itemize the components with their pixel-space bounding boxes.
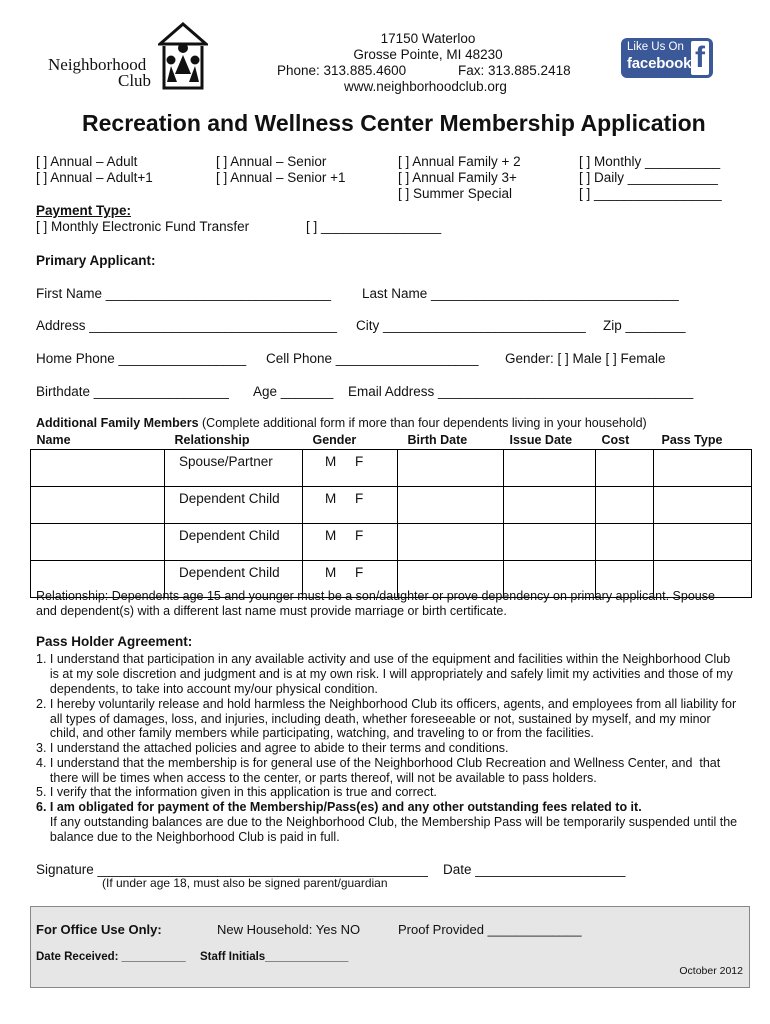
office-date-received: Date Received: __________ bbox=[36, 951, 186, 963]
gender-f[interactable]: F bbox=[355, 491, 364, 506]
signature-note: (If under age 18, must also be signed parent/guardian bbox=[102, 876, 388, 890]
first-name-field[interactable]: First Name ______________________________ bbox=[36, 286, 331, 301]
agreement-item6-line3: balance due to the Neighborhood Club is paid in full. bbox=[36, 830, 340, 844]
relationship-note-line1: Relationship: Dependents age 15 and younger must be a son/daughter or prove dependency on primary applicant. Spouse bbox=[36, 589, 715, 603]
table-row bbox=[31, 487, 752, 524]
agreement-line: 1. I understand that participation in any available activity and use of the equipment and facilities within the Neighborhood Club bbox=[36, 652, 731, 666]
facebook-icon: f bbox=[691, 41, 709, 75]
option-annual-family-3[interactable]: [ ] Annual Family 3+ bbox=[398, 170, 517, 185]
birth-date-cell[interactable] bbox=[398, 487, 504, 524]
gender-m[interactable]: M bbox=[325, 454, 337, 469]
option-summer-special[interactable]: [ ] Summer Special bbox=[398, 186, 513, 201]
gender-cell[interactable] bbox=[303, 450, 398, 487]
option-annual-senior[interactable]: [ ] Annual – Senior bbox=[216, 154, 327, 169]
logo-name: Neighborhood bbox=[48, 55, 147, 74]
birth-date-cell[interactable] bbox=[398, 524, 504, 561]
gender-cell[interactable] bbox=[303, 524, 398, 561]
cost-cell[interactable] bbox=[596, 450, 654, 487]
address-line1: 17150 Waterloo bbox=[380, 31, 476, 46]
payment-eft[interactable]: [ ] Monthly Electronic Fund Transfer bbox=[36, 219, 250, 234]
col-birth-date: Birth Date bbox=[407, 433, 468, 447]
gender-f[interactable]: F bbox=[355, 454, 364, 469]
agreement-heading: Pass Holder Agreement: bbox=[36, 634, 193, 649]
gender-f[interactable]: F bbox=[355, 528, 364, 543]
option-daily[interactable]: [ ] Daily ____________ bbox=[579, 170, 718, 185]
agreement-item6: 6. I am obligated for payment of the Membership/Pass(es) and any other outstanding fees related to it. bbox=[36, 800, 642, 814]
phone: Phone: 313.885.4600 bbox=[277, 63, 407, 78]
family-heading-note: (Complete additional form if more than four dependents living in your household) bbox=[198, 416, 647, 430]
neighborhood-club-logo-icon bbox=[158, 22, 208, 92]
agreement-line: 4. I understand that the membership is for general use of the Neighborhood Club Recreation and Wellness Center, and that bbox=[36, 756, 721, 770]
issue-date-cell[interactable] bbox=[504, 450, 596, 487]
pass-type-cell[interactable] bbox=[654, 487, 752, 524]
agreement-line: all types of damages, loss, and injuries, including death, whether foreseeable or not, sustained by myself, and my minor bbox=[36, 712, 711, 726]
family-heading-bold: Additional Family Members bbox=[36, 416, 199, 430]
option-annual-adult-plus1[interactable]: [ ] Annual – Adult+1 bbox=[36, 170, 153, 185]
office-staff-initials: Staff Initials_____________ bbox=[200, 951, 349, 963]
gender-f[interactable]: F bbox=[355, 565, 364, 580]
primary-heading: Primary Applicant: bbox=[36, 253, 156, 268]
relationship-cell: Dependent Child bbox=[165, 524, 303, 561]
home-phone-field[interactable]: Home Phone _________________ bbox=[36, 351, 247, 366]
fax: Fax: 313.885.2418 bbox=[458, 63, 571, 78]
gender-m[interactable]: M bbox=[325, 565, 337, 580]
name-cell[interactable] bbox=[31, 450, 165, 487]
col-name: Name bbox=[36, 433, 71, 447]
facebook-name: facebook bbox=[627, 55, 692, 72]
relationship-cell: Dependent Child bbox=[165, 487, 303, 524]
agreement-line: 3. I understand the attached policies and agree to abide to their terms and conditions. bbox=[36, 741, 509, 755]
issue-date-cell[interactable] bbox=[504, 524, 596, 561]
agreement-item6-line2: If any outstanding balances are due to the Neighborhood Club, the Membership Pass will be temporarily suspended until the bbox=[36, 815, 738, 829]
office-heading: For Office Use Only: bbox=[36, 922, 162, 937]
age-field[interactable]: Age _______ bbox=[253, 384, 334, 399]
website: www.neighborhoodclub.org bbox=[344, 79, 507, 94]
gender-m[interactable]: M bbox=[325, 491, 337, 506]
relationship-cell: Spouse/Partner bbox=[165, 450, 303, 487]
address-line2: Grosse Pointe, MI 48230 bbox=[353, 47, 503, 62]
birth-date-cell[interactable] bbox=[398, 450, 504, 487]
relationship-cell: Dependent Child bbox=[165, 561, 303, 598]
table-row bbox=[31, 524, 752, 561]
birthdate-field[interactable]: Birthdate __________________ bbox=[36, 384, 229, 399]
office-new-household: New Household: Yes NO bbox=[217, 922, 361, 937]
signature-date-field[interactable]: Date ____________________ bbox=[443, 862, 626, 877]
logo-club: Club bbox=[118, 71, 152, 90]
name-cell[interactable] bbox=[31, 487, 165, 524]
option-annual-family-2[interactable]: [ ] Annual Family + 2 bbox=[398, 154, 521, 169]
family-table bbox=[30, 431, 752, 598]
option-annual-senior-plus1[interactable]: [ ] Annual – Senior +1 bbox=[216, 170, 346, 185]
agreement-line: 5. I verify that the information given in this application is true and correct. bbox=[36, 785, 437, 799]
gender-field[interactable]: Gender: [ ] Male [ ] Female bbox=[505, 351, 666, 366]
city-field[interactable]: City ___________________________ bbox=[356, 318, 586, 333]
facebook-like-text: Like Us On bbox=[627, 41, 684, 53]
pass-type-cell[interactable] bbox=[654, 450, 752, 487]
table-row bbox=[31, 450, 752, 487]
email-field[interactable]: Email Address __________________________________ bbox=[348, 384, 694, 399]
cost-cell[interactable] bbox=[596, 524, 654, 561]
col-issue-date: Issue Date bbox=[509, 433, 573, 447]
option-other[interactable]: [ ] _________________ bbox=[579, 186, 722, 201]
signature-field[interactable]: Signature ____________________________________________ bbox=[36, 862, 428, 877]
issue-date-cell[interactable] bbox=[504, 487, 596, 524]
zip-field[interactable]: Zip ________ bbox=[603, 318, 686, 333]
col-relationship: Relationship bbox=[174, 433, 250, 447]
option-annual-adult[interactable]: [ ] Annual – Adult bbox=[36, 154, 138, 169]
payment-heading: Payment Type: bbox=[36, 203, 132, 218]
relationship-note-line2: and dependent(s) with a different last name must provide marriage or birth certificate. bbox=[36, 604, 507, 618]
office-use-box bbox=[30, 906, 750, 988]
facebook-badge[interactable] bbox=[621, 38, 713, 78]
family-table-header bbox=[31, 431, 752, 450]
agreement-line: dependents, to take into account my/our physical condition. bbox=[36, 682, 378, 696]
agreement-line: there will be times when access to the center, or parts thereof, will not be available to pass holders. bbox=[36, 771, 597, 785]
form-version: October 2012 bbox=[679, 965, 743, 977]
name-cell[interactable] bbox=[31, 524, 165, 561]
option-monthly[interactable]: [ ] Monthly __________ bbox=[579, 154, 721, 169]
agreement-line: child, and other family members while participating, watching, and traveling to or from the facilities. bbox=[36, 726, 594, 740]
col-gender: Gender bbox=[312, 433, 357, 447]
last-name-field[interactable]: Last Name _________________________________ bbox=[362, 286, 679, 301]
family-heading bbox=[36, 416, 647, 430]
address-field[interactable]: Address _________________________________ bbox=[36, 318, 338, 333]
gender-m[interactable]: M bbox=[325, 528, 337, 543]
pass-type-cell[interactable] bbox=[654, 524, 752, 561]
cost-cell[interactable] bbox=[596, 487, 654, 524]
page-title: Recreation and Wellness Center Membership Application bbox=[82, 110, 706, 136]
col-pass-type: Pass Type bbox=[661, 433, 723, 447]
gender-cell[interactable] bbox=[303, 487, 398, 524]
office-proof-provided: Proof Provided _____________ bbox=[398, 922, 582, 937]
cell-phone-field[interactable]: Cell Phone ___________________ bbox=[266, 351, 479, 366]
agreement-line: 2. I hereby voluntarily release and hold harmless the Neighborhood Club its officers, agents, and employees from all liability for bbox=[36, 697, 737, 711]
payment-other[interactable]: [ ] ________________ bbox=[306, 219, 442, 234]
col-cost: Cost bbox=[601, 433, 630, 447]
agreement-line: is at my sole discretion and judgment and is at my own risk. I will appropriately and safely limit my activities and those of my bbox=[36, 667, 733, 681]
